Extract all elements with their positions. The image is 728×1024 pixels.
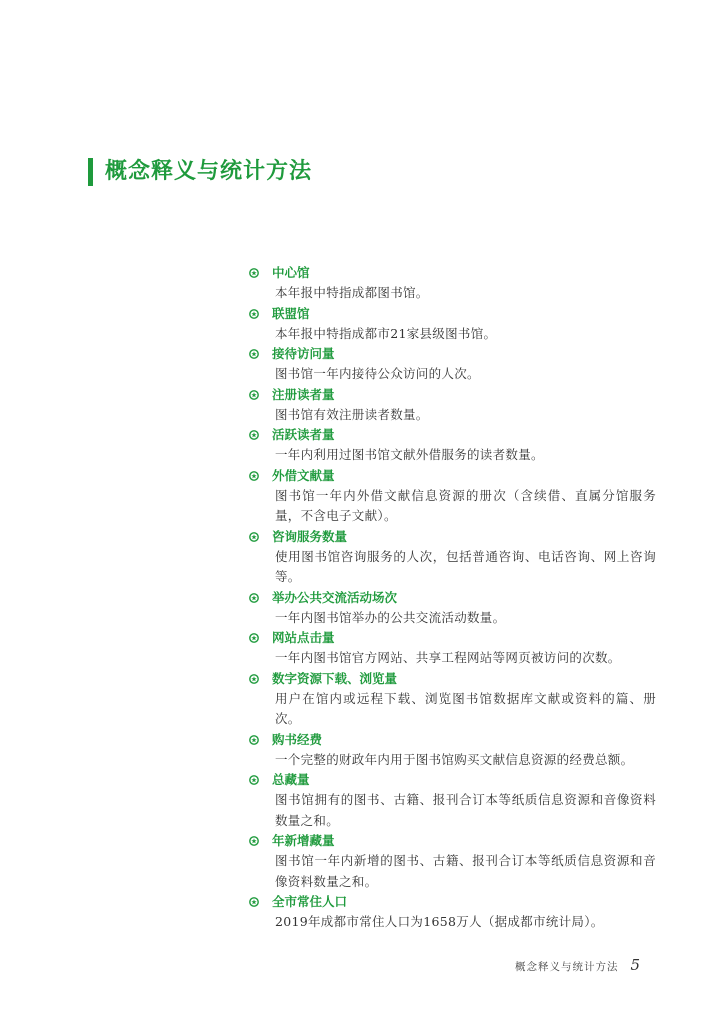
term-title: 年新增藏量 (272, 833, 335, 848)
term-header (246, 831, 656, 851)
term-title: 网站点击量 (272, 630, 335, 645)
page-number: 5 (630, 956, 640, 974)
term-header (246, 588, 656, 608)
section-heading (88, 158, 312, 186)
term-header (246, 385, 656, 405)
term-title: 接待访问量 (272, 346, 335, 361)
term-description: 使用图书馆咨询服务的人次，包括普通咨询、电话咨询、网上咨询等。 (275, 548, 656, 584)
term-title: 外借文献量 (272, 467, 335, 483)
term-description: 一年内图书馆官方网站、共享工程网站等网页被访问的次数。 (275, 650, 621, 665)
term-item (246, 466, 656, 527)
term-title: 数字资源下载、浏览量 (272, 670, 398, 686)
star-bullet-icon (249, 471, 259, 481)
star-bullet-icon (249, 309, 259, 319)
term-item (246, 263, 656, 304)
term-header (246, 527, 656, 547)
star-bullet-icon (249, 268, 259, 278)
term-item (246, 831, 656, 892)
term-header (246, 344, 656, 364)
heading-accent-bar (88, 158, 93, 186)
term-title: 总藏量 (272, 772, 310, 787)
term-header (246, 425, 656, 445)
term-item (246, 669, 656, 730)
term-header (246, 628, 656, 648)
term-description: 本年报中特指成都市21家县级图书馆。 (275, 325, 497, 341)
term-header (246, 466, 656, 486)
term-header (246, 669, 656, 689)
star-bullet-icon (249, 775, 259, 785)
term-item (246, 385, 656, 426)
term-item (246, 588, 656, 629)
page-footer (515, 956, 640, 974)
star-bullet-icon (249, 836, 259, 846)
star-bullet-icon (249, 674, 259, 684)
term-description: 一个完整的财政年内用于图书馆购买文献信息资源的经费总额。 (275, 751, 634, 767)
term-description: 本年报中特指成都图书馆。 (275, 285, 429, 300)
star-bullet-icon (249, 593, 259, 603)
term-description: 图书馆一年内外借文献信息资源的册次（含续借、直属分馆服务量，不含电子文献）。 (275, 487, 656, 523)
term-title: 购书经费 (272, 731, 323, 747)
term-item (246, 425, 656, 466)
term-item (246, 304, 656, 345)
star-bullet-icon (249, 897, 259, 907)
term-description: 一年内图书馆举办的公共交流活动数量。 (275, 609, 506, 625)
page-title: 概念释义与统计方法 (105, 159, 313, 184)
term-title: 联盟馆 (272, 305, 310, 321)
term-description: 用户在馆内或远程下载、浏览图书馆数据库文献或资料的篇、册次。 (275, 690, 656, 726)
star-bullet-icon (249, 633, 259, 643)
term-title: 全市常住人口 (272, 894, 348, 909)
term-description: 一年内利用过图书馆文献外借服务的读者数量。 (275, 447, 544, 462)
term-title: 活跃读者量 (272, 427, 335, 442)
term-item (246, 892, 656, 933)
term-header (246, 730, 656, 750)
term-header (246, 770, 656, 790)
term-description: 图书馆一年内接待公众访问的人次。 (275, 366, 480, 381)
star-bullet-icon (249, 349, 259, 359)
term-title: 中心馆 (272, 265, 310, 280)
footer-section-label: 概念释义与统计方法 (514, 961, 619, 973)
term-title: 注册读者量 (272, 386, 335, 402)
term-title: 举办公共交流活动场次 (272, 589, 398, 605)
star-bullet-icon (249, 430, 259, 440)
term-description: 图书馆拥有的图书、古籍、报刊合订本等纸质信息资源和音像资料数量之和。 (275, 792, 656, 828)
star-bullet-icon (249, 390, 259, 400)
term-header (246, 263, 656, 283)
term-header (246, 304, 656, 324)
term-header (246, 892, 656, 912)
term-item (246, 344, 656, 385)
term-description: 2019年成都市常住人口为1658万人（据成都市统计局）。 (275, 914, 604, 929)
term-item (246, 527, 656, 588)
terms-list (246, 263, 656, 933)
star-bullet-icon (249, 532, 259, 542)
term-item (246, 628, 656, 669)
term-item (246, 730, 656, 771)
term-description: 图书馆一年内新增的图书、古籍、报刊合订本等纸质信息资源和音像资料数量之和。 (275, 853, 656, 889)
term-title: 咨询服务数量 (272, 528, 348, 544)
star-bullet-icon (249, 735, 259, 745)
term-item (246, 770, 656, 831)
term-description: 图书馆有效注册读者数量。 (275, 406, 429, 422)
